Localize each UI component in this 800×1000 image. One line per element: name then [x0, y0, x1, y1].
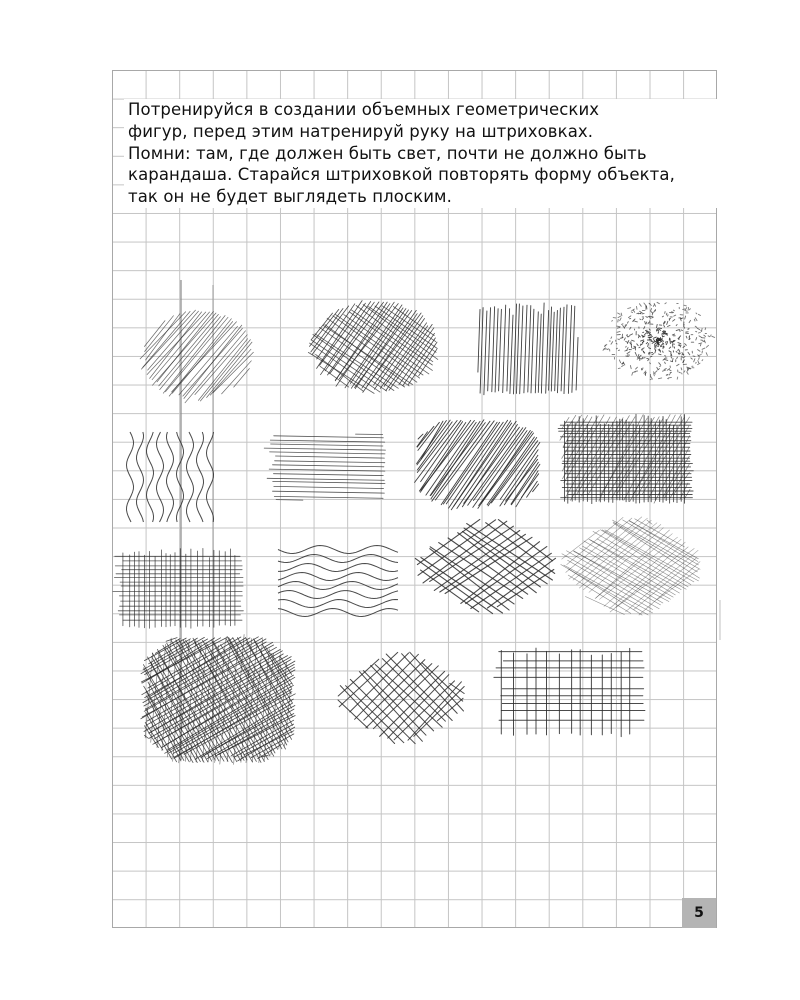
page-number: 5 [682, 898, 716, 928]
instructions-line: так он не будет выглядеть плоским. [128, 187, 452, 207]
instructions-text [124, 99, 722, 208]
instructions-line: карандаша. Старайся штриховкой повторять форму объекта, [128, 165, 675, 185]
instructions-line: Потренируйся в создании объемных геометрических [128, 100, 600, 119]
instructions-line: фигур, перед этим натренируй руку на штриховках. [128, 121, 594, 141]
instructions-line: Помни: там, где должен быть свет, почти не должно быть [128, 143, 647, 163]
